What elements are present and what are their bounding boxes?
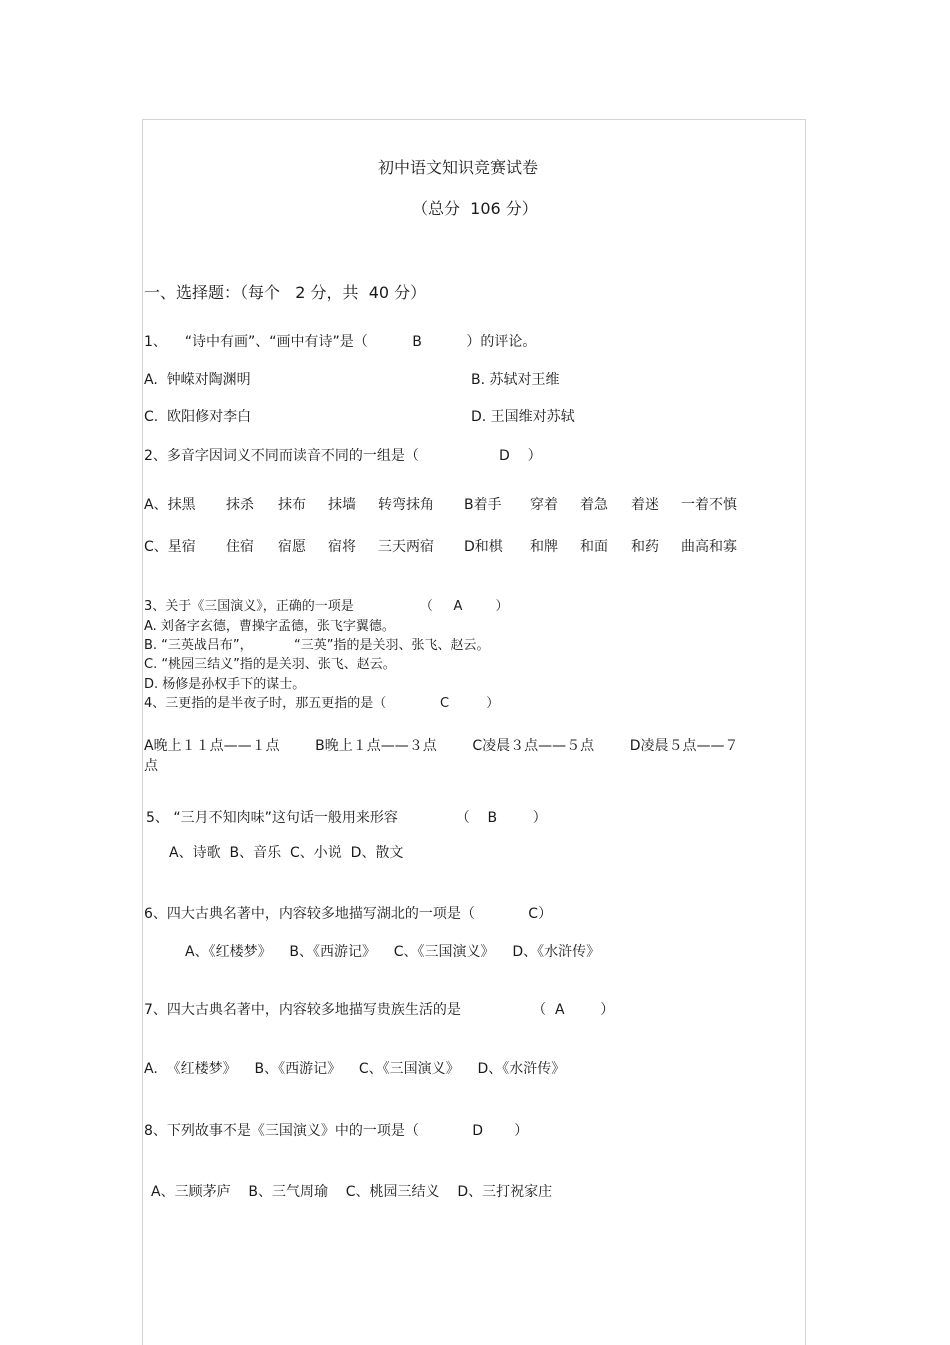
question-2-option: C、星宿 [144, 539, 196, 555]
question-2-option: 抹墙 [328, 497, 356, 513]
question-2-option: 三天两宿 [378, 539, 434, 555]
question-4-stem: 4、三更指的是半夜子时，那五更指的是（ C ） [144, 696, 500, 711]
question-6-stem: 6、四大古典名著中，内容较多地描写湖北的一项是（ C） [144, 906, 553, 922]
question-5-options: A、诗歌 B、音乐 C、小说 D、散文 [169, 845, 404, 861]
question-2-option: 一着不慎 [681, 497, 737, 513]
question-2-option: 宿愿 [278, 539, 306, 555]
question-2-option: 着迷 [631, 497, 659, 513]
question-2-option: 宿将 [328, 539, 356, 555]
question-2-option: 转弯抹角 [378, 497, 434, 513]
question-6-options: A、《红楼梦》 B、《西游记》 C、《三国演义》 D、《水浒传》 [185, 944, 601, 960]
question-1-option-a: A. 钟嵘对陶渊明 [144, 372, 251, 388]
question-7-options: A. 《红楼梦》 B、《西游记》 C、《三国演义》 D、《水浒传》 [144, 1061, 566, 1077]
question-2-option: 抹布 [278, 497, 306, 513]
question-7-stem: 7、四大古典名著中，内容较多地描写贵族生活的是 （ A ） [144, 1002, 615, 1018]
question-3-option-b: B. “三英战吕布”， “三英”指的是关羽、张飞、赵云。 [144, 638, 490, 653]
question-1-option-c: C. 欧阳修对李白 [144, 409, 252, 425]
question-5-stem: 5、 “三月不知肉味”这句话一般用来形容 （ B ） [146, 810, 547, 826]
question-1-option-d: D. 王国维对苏轼 [471, 409, 575, 425]
question-3-stem: 3、关于《三国演义》，正确的一项是 （ A ） [144, 599, 509, 614]
question-1-stem: 1、 “诗中有画”、“画中有诗”是（ B ）的评论。 [144, 334, 537, 350]
exam-title: 初中语文知识竞赛试卷 [378, 158, 539, 177]
question-4-options-wrap: 点 [144, 758, 158, 774]
question-2-option: B着手 [464, 497, 502, 513]
question-3-option-d: D. 杨修是孙权手下的谋士。 [144, 677, 306, 692]
question-4-options: A晚上１１点——１点 B晚上１点——３点 C凌晨３点——５点 D凌晨５点——７ [144, 738, 739, 754]
question-2-option: 穿着 [530, 497, 558, 513]
question-2-option: 着急 [580, 497, 608, 513]
question-2-option: D和棋 [464, 539, 503, 555]
question-3-option-a: A. 刘备字玄德，曹操字孟德，张飞字翼德。 [144, 619, 395, 634]
question-1-option-b: B. 苏轼对王维 [471, 372, 560, 388]
question-2-option: 抹杀 [226, 497, 254, 513]
question-2-option: 和面 [580, 539, 608, 555]
question-2-option: 住宿 [226, 539, 254, 555]
question-2-option: 和药 [631, 539, 659, 555]
total-score: （总分 106 分） [412, 199, 538, 218]
question-2-option: 曲高和寡 [681, 539, 737, 555]
question-8-stem: 8、下列故事不是《三国演义》中的一项是（ D ） [144, 1123, 529, 1139]
question-2-option: A、抹黑 [144, 497, 196, 513]
question-2-stem: 2、多音字因词义不同而读音不同的一组是（ D ） [144, 448, 542, 464]
question-2-option: 和牌 [530, 539, 558, 555]
question-8-options: A、三顾茅庐 B、三气周瑜 C、桃园三结义 D、三打祝家庄 [151, 1184, 553, 1200]
question-3-option-c: C. “桃园三结义”指的是关羽、张飞、赵云。 [144, 657, 396, 672]
section-heading-choice: 一、选择题：（每个 2 分，共 40 分） [144, 283, 427, 302]
